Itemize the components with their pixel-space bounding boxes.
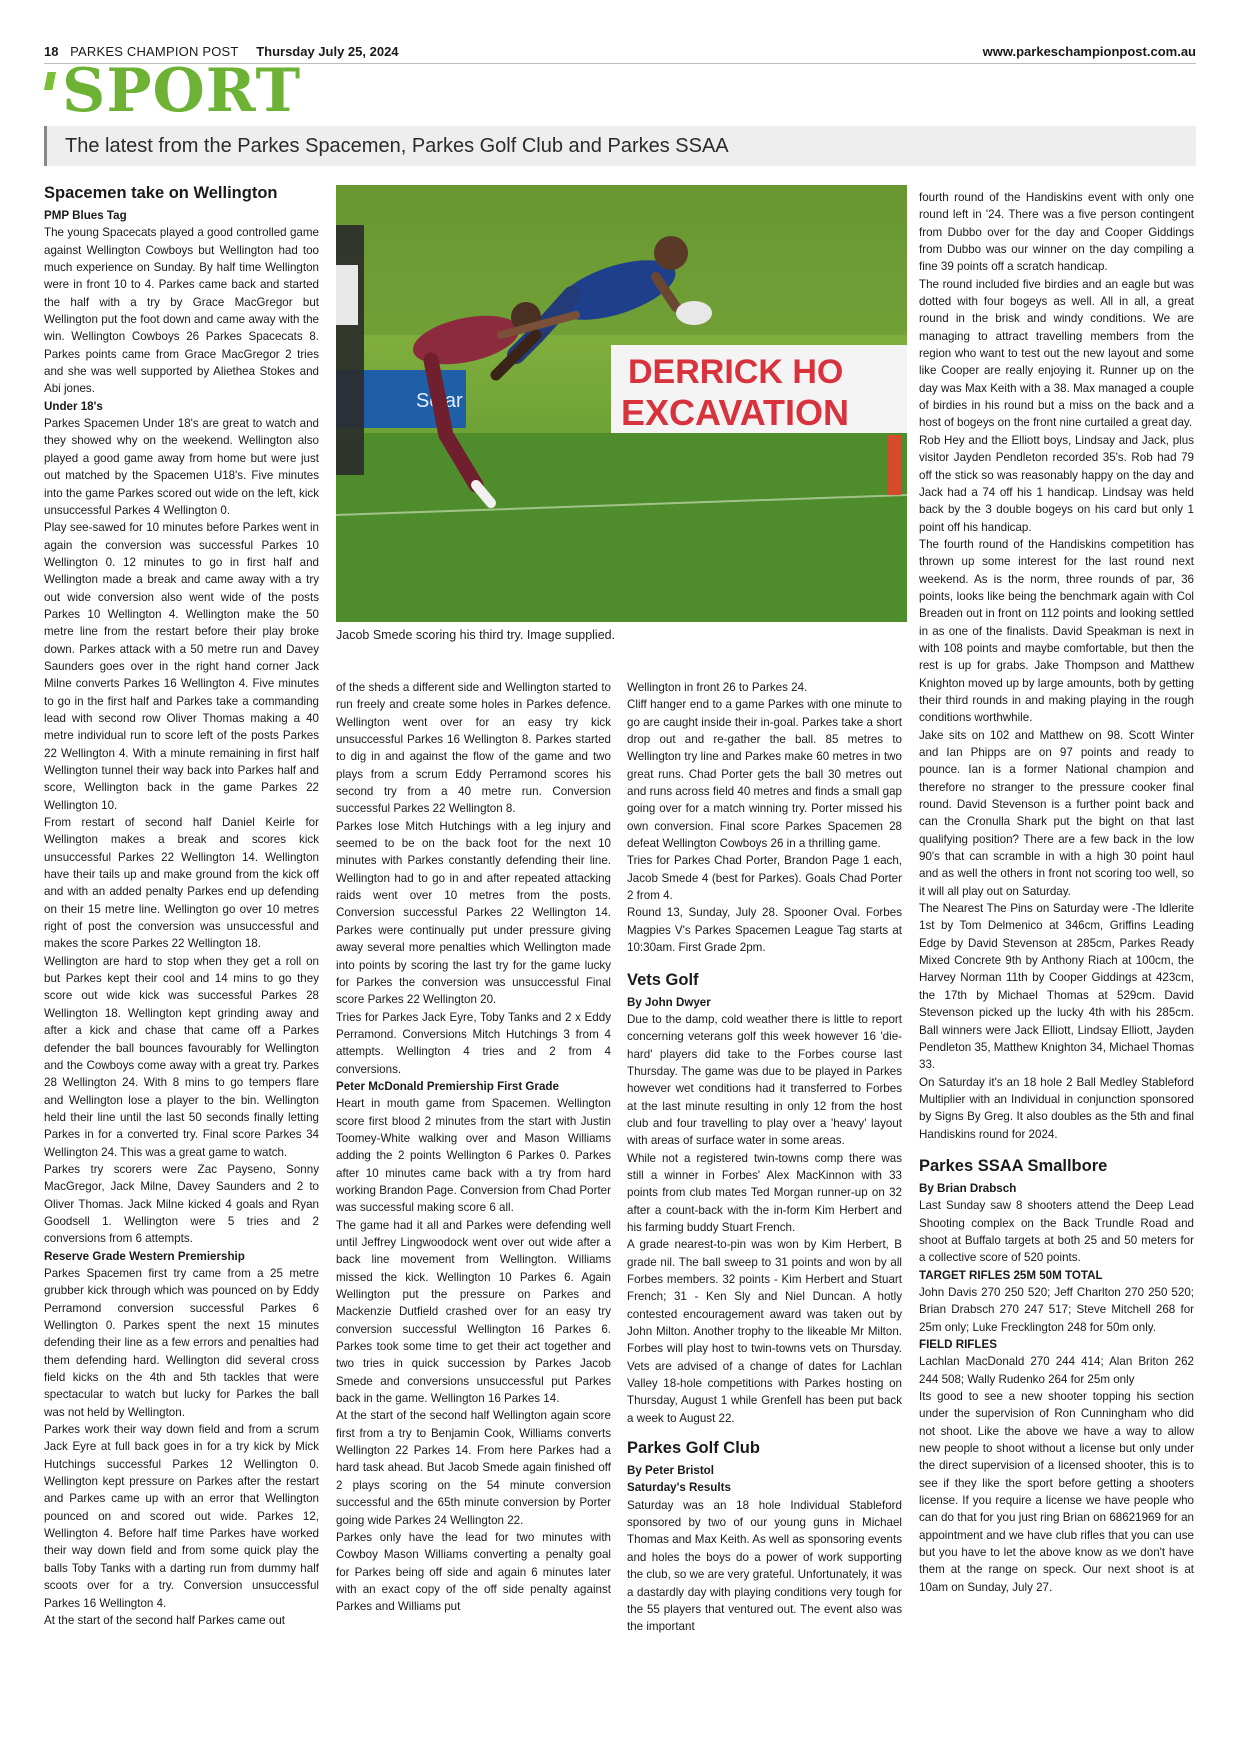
issue-date: Thursday July 25, 2024 <box>256 44 399 59</box>
paragraph: A grade nearest-to-pin was won by Kim Herbert, B grade nil. The ball sweep to 31 points and won by all Forbes members. 32 points - Kim Herbert and Stuart French; 31 - Ken Sly and Niel Duncan. A hotly contested encouragement award was taken out by John Milton. Another trophy to the likeable Mr Milton. Forbes will play host to twin-towns vets on Thursday. Vets are advised of a change of dates for Lachlan Valley 18-hole competitions with Parkes hosting on Thursday, August 1 while Grenfell has been put back a week to August 22. <box>627 1238 902 1425</box>
paragraph: Due to the damp, cold weather there is little to report concerning veterans golf this week however 16 'die-hard' players did take to the Forbes course last Thursday. The game was due to be played in Parkes however wet conditions had it transferred to Forbes at the last minute resulting in only 12 from the host club and four travelling to play over a 'heavy' layout with areas of surface water in some areas. <box>627 1012 902 1148</box>
paragraph: Parkes only have the lead for two minutes with Cowboy Mason Williams converting a penalty goal for Parkes being off side and again 6 minutes later with an exact copy of the off side penalty against Parkes and Williams put <box>336 1530 611 1614</box>
paragraph: Parkes try scorers were Zac Payseno, Sonny MacGregor, Jack Milne, Davey Saunders and 2 to Oliver Thomas. Jack Milne kicked 4 goals and Ryan Goodsell 1. Wellington were 5 tries and 2 conversions from 6 attempts. <box>44 1162 319 1246</box>
paragraph: Last Sunday saw 8 shooters attend the Deep Lead Shooting complex on the Back Trundle Road and shoot at Buffalo targets at both 25 and 50 meters for a collective score of 520 points. <box>919 1199 1194 1265</box>
paragraph: Wellington in front 26 to Parkes 24. <box>627 681 808 694</box>
paragraph: Parkes Spacemen Under 18's are great to watch and they showed why on the weekend. Wellington also played a good game away from home but were just out matched by the Spacemen U18's. Five minutes into the game Parkes scored out wide on the left, kick unsuccessful Parkes 4 Wellington 0. <box>44 417 319 517</box>
paragraph: Jake sits on 102 and Matthew on 98. Scott Winter and Ian Phipps are on 97 points and ready to pounce. Ian is a former National champion and therefore no stranger to the pressure cooker final round. David Stevenson is a further point back and can the Cronulla Shark put the bight on that last qualifying position? There are a few back in the low 90's that can scramble in with a high 30 point haul and as well the others in front not scoring too well, so it will all play out on Saturday. <box>919 728 1194 898</box>
paragraph: The Nearest The Pins on Saturday were -The Idlerite 1st by Tom Delmenico at 346cm, Griffins Leading Edge by David Stevenson at 285cm, Parkes Ready Mixed Concrete 9th by Anthony Riach at 100cm, the Harvey Norman 11th by Cooper Giddings at 423cm, the 17th by Michael Thomas at 529cm. David Stevenson picked up the lucky 4th with his 285cm. Ball winners were Jack Elliott, Lindsay Elliott, Jayden Pendleton 35, Matthew Knighton 34, Michael Thomas 33. <box>919 902 1194 1072</box>
sign-line-1: DERRICK HO <box>628 353 844 391</box>
paragraph: of the sheds a different side and Wellington started to run freely and create some holes in Parkes defence. Wellington went over for an easy try kick unsuccessful Parkes 16 Wellington 8. Parkes started to dig in and against the flow of the game and two plays from a scrum Eddy Perramond scores his second try from a 40 metre run. Conversion successful Parkes 22 Wellington 8. <box>336 681 611 816</box>
subheading: Peter McDonald Premiership First Grade <box>336 1079 559 1093</box>
subheading: Saturday's Results <box>627 1481 731 1495</box>
photo-caption: Jacob Smede scoring his third try. Image supplied. <box>336 628 616 642</box>
section-subtitle: The latest from the Parkes Spacemen, Parkes Golf Club and Parkes SSAA <box>65 135 729 157</box>
match-photo <box>336 185 907 622</box>
sign-line-2: EXCAVATION <box>621 392 850 433</box>
paragraph: Tries for Parkes Jack Eyre, Toby Tanks and 2 x Eddy Perramond. Conversions Mitch Hutchings 3 from 4 attempts. Wellington 4 tries and 2 from 4 conversions. <box>336 1010 611 1076</box>
paragraph: The fourth round of the Handiskins competition has thrown up some interest for the last round next weekend. As is the norm, three rounds of par, 36 points, looks like being the benchmark again with Col Breaden out in front on 112 points and looking settled in as one of the finalists. David Speakman is next in with 108 points and maybe comfortable, but then the rest is up for grabs. Jake Thompson and Matthew Knighton moved up by large amounts, both by getting their third rounds in and making playing in the rough conditions worthwhile. <box>919 537 1194 725</box>
column-1 <box>44 182 319 1629</box>
paragraph: Parkes work their way down field and from a scrum Jack Eyre at full back goes in for a try kick by Mick Hutchings successful Parkes 12 Wellington 0. Wellington kept pressure on Parkes after the restart and Parkes came up with an error that Wellington pounced on and scored out wide. Parkes 12, Wellington 4. Before half time Parkes have worked their way down field and from some quick play the balls Toby Tanks with a darting run from dummy half scoots over for a try. Conversion unsuccessful Parkes 16 Wellington 4. <box>44 1423 319 1610</box>
paragraph: John Davis 270 250 520; Jeff Charlton 270 250 520; Brian Drabsch 270 247 517; Steve Mitchell 268 for 25m only; Luke Frecklington 248 for 50m only. <box>919 1285 1194 1334</box>
paragraph: fourth round of the Handiskins event with only one round left in '24. There was a five person contingent from Dubbo over for the day and Cooper Giddings from Dubbo was our winner on the day compiling a fine 39 points off a scratch handicap. <box>919 191 1194 274</box>
website-url: www.parkeschampionpost.com.au <box>982 44 1196 59</box>
subheading: FIELD RIFLES <box>919 1338 997 1351</box>
paragraph: At the start of the second half Wellington again score first from a try to Benjamin Cook, Williams converts Wellington 22 Parkes 14. From here Parkes had a hard task ahead. But Jacob Smede again finished off 2 plays scoring on the 54 minute conversion successful and the 65th minute conversion by Porter going wide Parkes 24 Wellington 22. <box>336 1409 611 1527</box>
paragraph: At the start of the second half Parkes came out <box>44 1613 286 1627</box>
column-2 <box>336 679 611 1616</box>
paragraph: Lachlan MacDonald 270 244 414; Alan Briton 262 244 508; Wally Rudenko 264 for 25m only <box>919 1355 1194 1386</box>
paragraph: The young Spacecats played a good controlled game against Wellington Cowboys but Wellington had too much experience on Sunday. By half time Wellington were in front 10 to 4. Parkes came back and started the half with a try by Grace MacGregor but Wellington put the foot down and came away with the win. Wellington Cowboys 26 Parkes Spacecats 8. Parkes points came from Grace MacGregor 2 tries and she was well supported by Aliethea Stokes and Abi jones. <box>44 226 319 396</box>
paragraph: On Saturday it's an 18 hole 2 Ball Medley Stableford Multiplier with an Individual in conjunction sponsored by Signs By Greg. It also doubles as the 5th and final Handiskins round for 2024. <box>919 1075 1194 1141</box>
article-headline: Parkes Golf Club <box>627 1439 760 1458</box>
section-subtitle-banner <box>44 126 1196 166</box>
section-title-block <box>44 56 444 126</box>
paragraph: Heart in mouth game from Spacemen. Wellington score first blood 2 minutes from the start with Justin Toomey-White walking over and Mason Williams adding the 2 points Wellington 6 Parkes 0. Parkes after 10 minutes came back with a try from hard working Brandon Page. Conversion from Chad Porter was successful making score 6 all. <box>336 1097 611 1215</box>
paragraph: Parkes Spacemen first try came from a 25 metre grubber kick through which was pounced on by Eddy Perramond conversion successful Parkes 6 Wellington 0. Parkes spent the next 15 minutes defending their line as a few errors and penalties had them defending hard. Wellington did several cross field kicks on the 4th and 5th tackles that were spectacular to watch but lucky for Parkes the ball was not held by Wellington. <box>44 1266 319 1419</box>
subheading: Under 18's <box>44 399 103 413</box>
page-number: 18 <box>44 44 59 59</box>
paragraph: Its good to see a new shooter topping his section under the supervision of Ron Cunningham who did not shoot. Like the above we have a way to allow new people to shoot without a license but only under the direct supervision of a licensed shooter, this is to see if they like the sport before getting a shooters license. If you require a license we have people who can do that for you just ring Brian on 68621969 for an appointment and we have club rifles that you can use but you have to let the above know as we don't have them at the range on speck. Our next shoot is at 10am on Sunday, July 27. <box>919 1390 1194 1594</box>
rugby-try-image <box>336 185 907 622</box>
paragraph: Cliff hanger end to a game Parkes with one minute to go are caught inside their in-goal. Parkes take a short drop out and re-gather the ball. 85 metres to Wellington try line and Parkes make 60 metres in two great runs. Chad Porter gets the ball 30 metres out and runs across field 40 metres and finds a small gap going over for a match winning try. Porter missed his own conversion. Final score Parkes Spacemen 28 defeat Wellington Cowboys 26 in a thrilling game. <box>627 698 902 851</box>
paragraph: While not a registered twin-towns comp there was still a winner in Forbes' Alex MacKinnon with 33 points from club mates Ted Morgan runner-up on 32 after a count-back with the in-form Kim Herbert and his farming buddy Stuart French. <box>627 1151 902 1234</box>
paragraph: The round included five birdies and an eagle but was dotted with four bogeys as well. All in all, a great round in the brisk and windy conditions. We are managing to attract travelling members from the region who want to test out the new layout and some like Cooper are really enjoying it. Runner up on the day was Max Keith with a 38. Max managed a couple of birdies in his round but a miss on the back and a host of bogeys on the front nine curtailed a great day. <box>919 277 1194 430</box>
paragraph: Tries for Parkes Chad Porter, Brandon Page 1 each, Jacob Smede 4 (best for Parkes). Goals Chad Porter 2 from 4. <box>627 854 902 903</box>
paragraph: Play see-sawed for 10 minutes before Parkes went in again the conversion was successful Parkes 10 Wellington 0. 12 minutes to go in first half and Wellington made a break and came away with a try out wide conversion also went wide of the posts Parkes 10 Wellington 4. Wellington make the 50 metre line from the restart before their play broke down. Parkes attack with a 50 metre run and Davey Saunders goes over in the right hand corner Jack Milne converts Parkes 16 Wellington 4. Five minutes to go in the first half and Parkes take a commanding lead with second row Oliver Thomas making a 40 metre individual run to score left of the posts Parkes 22 Wellington 4. With a minute remaining in first half Wellington tunnel their way back into Parkes half and score, Wellington back in the game Parkes 22 Wellington 10. <box>44 521 319 812</box>
sign-left-text: Solar <box>416 390 463 412</box>
paragraph: The game had it all and Parkes were defending well until Jeffrey Lingwoodock went over out wide after a back line movement from Wellington. Williams missed the kick. Wellington 10 Parkes 6. Again Wellington put the pressure on Parkes and Mackenzie Dutfield crashed over for an easy try conversion successful Wellington 16 Parkes 6. Parkes took some time to get their act together and two tries in quick succession by Parkes Jacob Smede and conversions unsuccessful put Parkes back in the game. Wellington 16 Parkes 14. <box>336 1218 611 1406</box>
article-headline: Spacemen take on Wellington <box>44 184 278 202</box>
paragraph: Saturday was an 18 hole Individual Stableford sponsored by two of our young guns in Michael Thomas and Max Keith. As well as sponsoring events and holes the boys do a power of work supporting the club, so we are very grateful. Unfortunately, it was a dastardly day with playing conditions very tough for the 55 players that ventured out. The event also was the important <box>627 1498 902 1634</box>
subheading: TARGET RIFLES 25M 50M TOTAL <box>919 1268 1103 1282</box>
column-4 <box>919 189 1194 1596</box>
byline: By Brian Drabsch <box>919 1181 1017 1195</box>
paragraph: Parkes lose Mitch Hutchings with a leg injury and seemed to be on the back foot for the next 10 minutes with Parkes constantly defending their line. Wellington had to go in and after repeated attacking raids went over 10 metres from the posts. Conversion successful Parkes 22 Wellington 14. Parkes were continually put under pressure giving away several more penalties which Wellington made into points by scoring the last try for the game lucky for Parkes the conversion was unsuccessful Final score Parkes 22 Wellington 20. <box>336 819 611 1007</box>
paragraph: Wellington are hard to stop when they get a roll on but Parkes kept their cool and 14 mins to go they score out wide kick was successful Parkes 28 Wellington 18. Wellington kept grinding away and after a kick and chase that came off a Parkes defender the ball bounces favourably for Wellington and the Cowboys come away with a great try. Parkes 28 Wellington 24. With 8 mins to go tempers flare and Wellington lose a player to the bin. Wellington held their line until the last 50 seconds finally letting Parkes in for a converted try. Final score Parkes 34 Wellington 24. This was a great game to watch. <box>44 954 319 1159</box>
subheading: PMP Blues Tag <box>44 209 127 222</box>
publication-name: PARKES CHAMPION POST <box>70 44 239 59</box>
paragraph: From restart of second half Daniel Keirle for Wellington makes a break and scores kick unsuccessful Parkes 22 Wellington 14. Wellington have their tails up and make ground from the kick off and with an added penalty Parkes end up defending on their 15 metre line. Wellington go over 10 metres right of post the conversion was unsuccessful and makes the score Parkes 22 Wellington 18. <box>44 816 319 951</box>
section-accent <box>44 72 56 90</box>
byline: By Peter Bristol <box>627 1464 714 1478</box>
paragraph: Round 13, Sunday, July 28. Spooner Oval. Forbes Magpies V's Parkes Spacemen League Tag starts at 10:30am. First Grade 2pm. <box>627 906 902 955</box>
section-title: SPORT <box>62 56 302 126</box>
article-headline: Parkes SSAA Smallbore <box>919 1156 1108 1175</box>
column-3 <box>627 679 902 1636</box>
article-headline: Vets Golf <box>627 970 699 989</box>
byline: By John Dwyer <box>627 995 711 1009</box>
subheading: Reserve Grade Western Premiership <box>44 1249 245 1263</box>
paragraph: Rob Hey and the Elliott boys, Lindsay and Jack, plus visitor Jayden Pendleton recorded 35's. Rob had 79 off the stick so was reasonably happy on the day and Jack had a 74 off his 1 handicap. Lindsay was held back by the 3 double bogeys on his card but only 1 point off his handicap. <box>919 433 1194 534</box>
